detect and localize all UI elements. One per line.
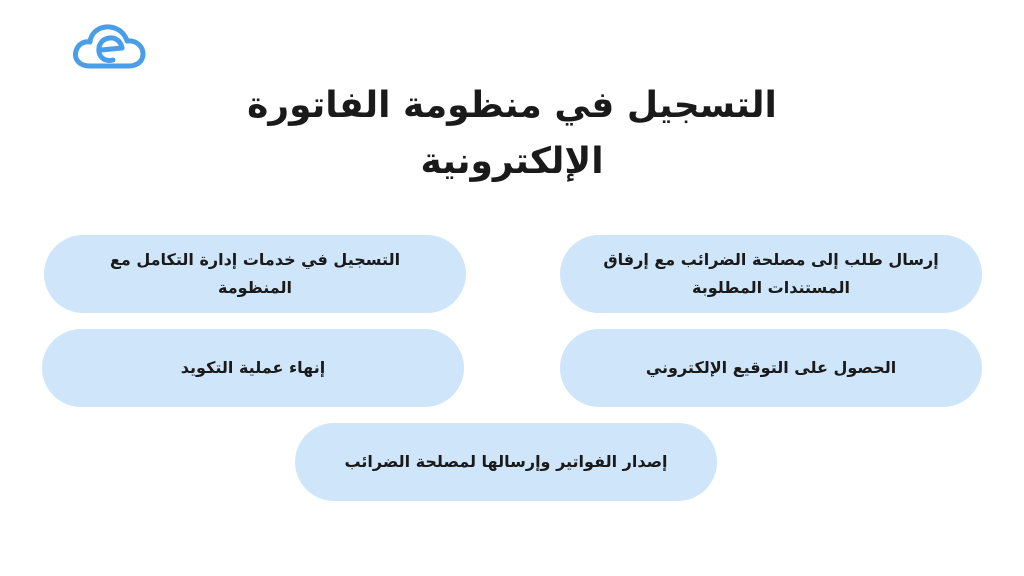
step-text: إصدار الفواتير وإرسالها لمصلحة الضرائب <box>344 452 668 471</box>
title-line-2: الإلكترونية <box>420 141 604 182</box>
step-pill-digital-signature <box>560 329 982 407</box>
step-text: التسجيل في خدمات إدارة التكامل مع المنظومة <box>109 250 401 297</box>
step-pill-submit-request <box>560 235 982 313</box>
page-title <box>0 78 1024 190</box>
step-text: إرسال طلب إلى مصلحة الضرائب مع إرفاق المستندات المطلوبة <box>603 250 939 297</box>
step-pill-integration-registration <box>44 235 466 313</box>
title-line-1: التسجيل في منظومة الفاتورة <box>247 85 777 126</box>
step-text: إنهاء عملية التكويد <box>180 358 326 377</box>
step-pill-issue-invoices <box>295 423 717 501</box>
cloud-e-logo-icon <box>72 22 146 70</box>
step-text: الحصول على التوقيع الإلكتروني <box>645 358 897 377</box>
step-pill-finish-coding <box>42 329 464 407</box>
